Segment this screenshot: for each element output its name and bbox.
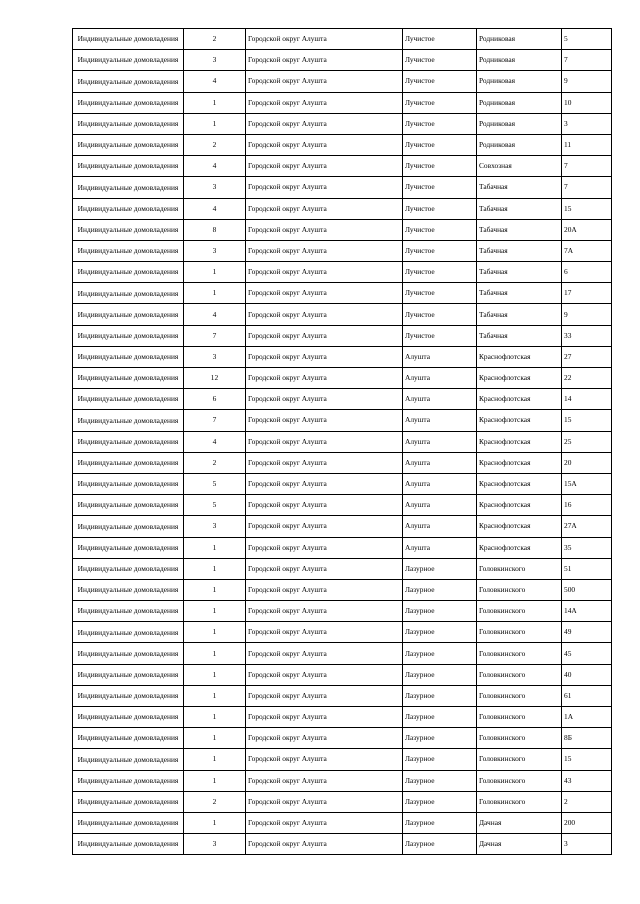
- cell-building-type: Индивидуальные домовладения: [73, 834, 184, 855]
- cell-count: 1: [184, 92, 246, 113]
- cell-settlement: Алушта: [403, 346, 477, 367]
- cell-district: Городской округ Алушта: [246, 50, 403, 71]
- cell-count: 4: [184, 431, 246, 452]
- cell-count: 3: [184, 240, 246, 261]
- cell-count: 12: [184, 368, 246, 389]
- cell-count: 2: [184, 29, 246, 50]
- cell-district: Городской округ Алушта: [246, 92, 403, 113]
- cell-count: 4: [184, 304, 246, 325]
- cell-settlement: Алушта: [403, 389, 477, 410]
- cell-house-number: 2: [562, 791, 612, 812]
- cell-district: Городской округ Алушта: [246, 473, 403, 494]
- cell-settlement: Алушта: [403, 452, 477, 473]
- table-row: [73, 579, 612, 600]
- cell-district: Городской округ Алушта: [246, 664, 403, 685]
- cell-building-type: Индивидуальные домовладения: [73, 812, 184, 833]
- cell-street: Родниковая: [477, 113, 562, 134]
- cell-house-number: 45: [562, 643, 612, 664]
- cell-house-number: 20А: [562, 219, 612, 240]
- cell-building-type: Индивидуальные домовладения: [73, 749, 184, 770]
- cell-street: Родниковая: [477, 29, 562, 50]
- cell-count: 2: [184, 134, 246, 155]
- cell-building-type: Индивидуальные домовладения: [73, 304, 184, 325]
- table-row: [73, 92, 612, 113]
- cell-building-type: Индивидуальные домовладения: [73, 113, 184, 134]
- cell-house-number: 33: [562, 325, 612, 346]
- cell-settlement: Лучистое: [403, 29, 477, 50]
- cell-count: 1: [184, 601, 246, 622]
- cell-house-number: 7А: [562, 240, 612, 261]
- table-row: [73, 664, 612, 685]
- table-row: [73, 770, 612, 791]
- table-row: [73, 368, 612, 389]
- cell-building-type: Индивидуальные домовладения: [73, 262, 184, 283]
- cell-street: Табачная: [477, 283, 562, 304]
- cell-building-type: Индивидуальные домовладения: [73, 198, 184, 219]
- cell-settlement: Алушта: [403, 368, 477, 389]
- cell-count: 1: [184, 707, 246, 728]
- cell-count: 6: [184, 389, 246, 410]
- cell-building-type: Индивидуальные домовладения: [73, 537, 184, 558]
- cell-settlement: Лучистое: [403, 50, 477, 71]
- cell-street: Краснофлотская: [477, 537, 562, 558]
- cell-house-number: 3: [562, 834, 612, 855]
- cell-settlement: Лучистое: [403, 304, 477, 325]
- cell-house-number: 16: [562, 495, 612, 516]
- cell-street: Головкинского: [477, 685, 562, 706]
- cell-settlement: Лучистое: [403, 156, 477, 177]
- cell-settlement: Лазурное: [403, 749, 477, 770]
- cell-building-type: Индивидуальные домовладения: [73, 431, 184, 452]
- cell-house-number: 9: [562, 71, 612, 92]
- table-row: [73, 325, 612, 346]
- cell-district: Городской округ Алушта: [246, 71, 403, 92]
- cell-district: Городской округ Алушта: [246, 134, 403, 155]
- cell-district: Городской округ Алушта: [246, 749, 403, 770]
- table-row: [73, 304, 612, 325]
- cell-settlement: Лучистое: [403, 325, 477, 346]
- cell-house-number: 8Б: [562, 728, 612, 749]
- cell-house-number: 15: [562, 410, 612, 431]
- cell-house-number: 6: [562, 262, 612, 283]
- table-row: [73, 812, 612, 833]
- cell-street: Табачная: [477, 240, 562, 261]
- table-row: [73, 198, 612, 219]
- cell-settlement: Лучистое: [403, 177, 477, 198]
- cell-count: 1: [184, 770, 246, 791]
- table-row: [73, 346, 612, 367]
- cell-street: Краснофлотская: [477, 389, 562, 410]
- cell-count: 7: [184, 325, 246, 346]
- cell-house-number: 20: [562, 452, 612, 473]
- cell-district: Городской округ Алушта: [246, 537, 403, 558]
- table-row: [73, 50, 612, 71]
- cell-building-type: Индивидуальные домовладения: [73, 728, 184, 749]
- cell-building-type: Индивидуальные домовладения: [73, 389, 184, 410]
- cell-street: Головкинского: [477, 558, 562, 579]
- cell-settlement: Лазурное: [403, 791, 477, 812]
- cell-settlement: Лазурное: [403, 601, 477, 622]
- housing-table: [72, 28, 612, 855]
- cell-settlement: Лучистое: [403, 92, 477, 113]
- cell-building-type: Индивидуальные домовладения: [73, 473, 184, 494]
- table-row: [73, 431, 612, 452]
- cell-house-number: 35: [562, 537, 612, 558]
- cell-settlement: Лазурное: [403, 622, 477, 643]
- cell-street: Краснофлотская: [477, 346, 562, 367]
- table-row: [73, 452, 612, 473]
- cell-street: Краснофлотская: [477, 410, 562, 431]
- cell-house-number: 9: [562, 304, 612, 325]
- cell-district: Городской округ Алушта: [246, 262, 403, 283]
- cell-district: Городской округ Алушта: [246, 410, 403, 431]
- cell-settlement: Лазурное: [403, 643, 477, 664]
- cell-street: Краснофлотская: [477, 516, 562, 537]
- cell-settlement: Лучистое: [403, 71, 477, 92]
- cell-count: 4: [184, 71, 246, 92]
- table-row: [73, 601, 612, 622]
- cell-settlement: Алушта: [403, 537, 477, 558]
- cell-district: Городской округ Алушта: [246, 728, 403, 749]
- cell-district: Городской округ Алушта: [246, 516, 403, 537]
- cell-building-type: Индивидуальные домовладения: [73, 558, 184, 579]
- cell-house-number: 51: [562, 558, 612, 579]
- cell-building-type: Индивидуальные домовладения: [73, 707, 184, 728]
- cell-count: 1: [184, 537, 246, 558]
- cell-count: 5: [184, 495, 246, 516]
- cell-count: 1: [184, 685, 246, 706]
- cell-count: 7: [184, 410, 246, 431]
- cell-house-number: 10: [562, 92, 612, 113]
- cell-count: 1: [184, 113, 246, 134]
- cell-building-type: Индивидуальные домовладения: [73, 71, 184, 92]
- table-row: [73, 749, 612, 770]
- cell-building-type: Индивидуальные домовладения: [73, 410, 184, 431]
- cell-street: Краснофлотская: [477, 368, 562, 389]
- cell-count: 3: [184, 177, 246, 198]
- cell-house-number: 27: [562, 346, 612, 367]
- cell-house-number: 14: [562, 389, 612, 410]
- table-row: [73, 707, 612, 728]
- cell-district: Городской округ Алушта: [246, 240, 403, 261]
- cell-district: Городской округ Алушта: [246, 113, 403, 134]
- cell-settlement: Лазурное: [403, 812, 477, 833]
- cell-settlement: Лазурное: [403, 834, 477, 855]
- cell-building-type: Индивидуальные домовладения: [73, 177, 184, 198]
- cell-house-number: 15: [562, 198, 612, 219]
- table-row: [73, 622, 612, 643]
- cell-settlement: Алушта: [403, 516, 477, 537]
- cell-house-number: 40: [562, 664, 612, 685]
- cell-house-number: 3: [562, 113, 612, 134]
- cell-street: Табачная: [477, 304, 562, 325]
- cell-district: Городской округ Алушта: [246, 325, 403, 346]
- cell-count: 1: [184, 262, 246, 283]
- cell-street: Головкинского: [477, 579, 562, 600]
- cell-district: Городской округ Алушта: [246, 834, 403, 855]
- cell-district: Городской округ Алушта: [246, 283, 403, 304]
- cell-house-number: 5: [562, 29, 612, 50]
- cell-street: Родниковая: [477, 134, 562, 155]
- cell-district: Городской округ Алушта: [246, 368, 403, 389]
- cell-building-type: Индивидуальные домовладения: [73, 622, 184, 643]
- cell-building-type: Индивидуальные домовладения: [73, 134, 184, 155]
- cell-settlement: Лазурное: [403, 770, 477, 791]
- cell-district: Городской округ Алушта: [246, 198, 403, 219]
- cell-street: Совхозная: [477, 156, 562, 177]
- cell-count: 4: [184, 198, 246, 219]
- table-row: [73, 262, 612, 283]
- cell-street: Краснофлотская: [477, 431, 562, 452]
- cell-count: 1: [184, 812, 246, 833]
- table-row: [73, 134, 612, 155]
- cell-count: 4: [184, 156, 246, 177]
- cell-street: Родниковая: [477, 71, 562, 92]
- table-row: [73, 71, 612, 92]
- cell-count: 2: [184, 452, 246, 473]
- table-row: [73, 791, 612, 812]
- cell-house-number: 27А: [562, 516, 612, 537]
- cell-building-type: Индивидуальные домовладения: [73, 791, 184, 812]
- cell-settlement: Лазурное: [403, 707, 477, 728]
- table-row: [73, 29, 612, 50]
- cell-street: Дачная: [477, 812, 562, 833]
- cell-settlement: Лазурное: [403, 728, 477, 749]
- cell-district: Городской округ Алушта: [246, 346, 403, 367]
- cell-street: Головкинского: [477, 664, 562, 685]
- table-row: [73, 643, 612, 664]
- cell-house-number: 25: [562, 431, 612, 452]
- cell-building-type: Индивидуальные домовладения: [73, 579, 184, 600]
- table-body: [73, 29, 612, 855]
- cell-building-type: Индивидуальные домовладения: [73, 368, 184, 389]
- cell-district: Городской округ Алушта: [246, 452, 403, 473]
- cell-street: Головкинского: [477, 749, 562, 770]
- cell-settlement: Лучистое: [403, 113, 477, 134]
- cell-house-number: 500: [562, 579, 612, 600]
- cell-house-number: 22: [562, 368, 612, 389]
- cell-count: 2: [184, 791, 246, 812]
- cell-building-type: Индивидуальные домовладения: [73, 516, 184, 537]
- cell-street: Табачная: [477, 219, 562, 240]
- cell-settlement: Лучистое: [403, 134, 477, 155]
- table-row: [73, 558, 612, 579]
- cell-district: Городской округ Алушта: [246, 643, 403, 664]
- cell-count: 1: [184, 283, 246, 304]
- table-row: [73, 240, 612, 261]
- cell-count: 1: [184, 749, 246, 770]
- cell-street: Головкинского: [477, 707, 562, 728]
- cell-building-type: Индивидуальные домовладения: [73, 643, 184, 664]
- cell-house-number: 7: [562, 156, 612, 177]
- cell-house-number: 49: [562, 622, 612, 643]
- table-row: [73, 389, 612, 410]
- cell-district: Городской округ Алушта: [246, 177, 403, 198]
- cell-building-type: Индивидуальные домовладения: [73, 50, 184, 71]
- cell-building-type: Индивидуальные домовладения: [73, 219, 184, 240]
- cell-count: 1: [184, 728, 246, 749]
- cell-street: Краснофлотская: [477, 473, 562, 494]
- cell-street: Табачная: [477, 325, 562, 346]
- cell-district: Городской округ Алушта: [246, 558, 403, 579]
- cell-house-number: 17: [562, 283, 612, 304]
- cell-street: Табачная: [477, 262, 562, 283]
- table-row: [73, 495, 612, 516]
- cell-street: Краснофлотская: [477, 452, 562, 473]
- cell-count: 1: [184, 643, 246, 664]
- cell-settlement: Лазурное: [403, 664, 477, 685]
- cell-district: Городской округ Алушта: [246, 389, 403, 410]
- cell-district: Городской округ Алушта: [246, 812, 403, 833]
- table-row: [73, 410, 612, 431]
- cell-settlement: Лазурное: [403, 685, 477, 706]
- cell-district: Городской округ Алушта: [246, 304, 403, 325]
- cell-street: Головкинского: [477, 728, 562, 749]
- cell-street: Головкинского: [477, 643, 562, 664]
- cell-building-type: Индивидуальные домовладения: [73, 495, 184, 516]
- table-row: [73, 728, 612, 749]
- cell-house-number: 11: [562, 134, 612, 155]
- cell-street: Головкинского: [477, 622, 562, 643]
- cell-street: Дачная: [477, 834, 562, 855]
- cell-street: Головкинского: [477, 601, 562, 622]
- cell-count: 1: [184, 558, 246, 579]
- cell-settlement: Лучистое: [403, 240, 477, 261]
- cell-count: 3: [184, 50, 246, 71]
- cell-street: Табачная: [477, 177, 562, 198]
- cell-count: 1: [184, 664, 246, 685]
- cell-building-type: Индивидуальные домовладения: [73, 325, 184, 346]
- table-row: [73, 156, 612, 177]
- cell-district: Городской округ Алушта: [246, 707, 403, 728]
- cell-district: Городской округ Алушта: [246, 791, 403, 812]
- cell-house-number: 1А: [562, 707, 612, 728]
- cell-house-number: 7: [562, 177, 612, 198]
- cell-building-type: Индивидуальные домовладения: [73, 685, 184, 706]
- cell-building-type: Индивидуальные домовладения: [73, 664, 184, 685]
- cell-district: Городской округ Алушта: [246, 579, 403, 600]
- cell-district: Городской округ Алушта: [246, 29, 403, 50]
- cell-building-type: Индивидуальные домовладения: [73, 92, 184, 113]
- cell-settlement: Алушта: [403, 495, 477, 516]
- cell-district: Городской округ Алушта: [246, 770, 403, 791]
- cell-count: 8: [184, 219, 246, 240]
- cell-street: Головкинского: [477, 791, 562, 812]
- table-row: [73, 516, 612, 537]
- cell-district: Городской округ Алушта: [246, 685, 403, 706]
- table-row: [73, 834, 612, 855]
- cell-building-type: Индивидуальные домовладения: [73, 29, 184, 50]
- table-row: [73, 177, 612, 198]
- cell-settlement: Алушта: [403, 473, 477, 494]
- cell-settlement: Лучистое: [403, 283, 477, 304]
- cell-settlement: Лазурное: [403, 558, 477, 579]
- cell-street: Родниковая: [477, 92, 562, 113]
- cell-settlement: Алушта: [403, 410, 477, 431]
- cell-street: Родниковая: [477, 50, 562, 71]
- cell-settlement: Алушта: [403, 431, 477, 452]
- cell-building-type: Индивидуальные домовладения: [73, 156, 184, 177]
- table-row: [73, 219, 612, 240]
- cell-building-type: Индивидуальные домовладения: [73, 346, 184, 367]
- cell-district: Городской округ Алушта: [246, 431, 403, 452]
- cell-settlement: Лучистое: [403, 262, 477, 283]
- cell-count: 3: [184, 516, 246, 537]
- cell-street: Табачная: [477, 198, 562, 219]
- cell-house-number: 14А: [562, 601, 612, 622]
- cell-building-type: Индивидуальные домовладения: [73, 240, 184, 261]
- cell-building-type: Индивидуальные домовладения: [73, 452, 184, 473]
- cell-count: 5: [184, 473, 246, 494]
- cell-house-number: 15: [562, 749, 612, 770]
- cell-count: 3: [184, 346, 246, 367]
- cell-count: 1: [184, 579, 246, 600]
- cell-building-type: Индивидуальные домовладения: [73, 283, 184, 304]
- cell-house-number: 15А: [562, 473, 612, 494]
- cell-district: Городской округ Алушта: [246, 601, 403, 622]
- cell-settlement: Лазурное: [403, 579, 477, 600]
- cell-street: Краснофлотская: [477, 495, 562, 516]
- table-row: [73, 473, 612, 494]
- cell-house-number: 200: [562, 812, 612, 833]
- cell-building-type: Индивидуальные домовладения: [73, 770, 184, 791]
- table-row: [73, 283, 612, 304]
- cell-settlement: Лучистое: [403, 219, 477, 240]
- cell-count: 1: [184, 622, 246, 643]
- cell-district: Городской округ Алушта: [246, 219, 403, 240]
- table-row: [73, 685, 612, 706]
- cell-building-type: Индивидуальные домовладения: [73, 601, 184, 622]
- cell-house-number: 43: [562, 770, 612, 791]
- cell-house-number: 7: [562, 50, 612, 71]
- cell-district: Городской округ Алушта: [246, 495, 403, 516]
- cell-street: Головкинского: [477, 770, 562, 791]
- cell-settlement: Лучистое: [403, 198, 477, 219]
- cell-house-number: 61: [562, 685, 612, 706]
- cell-district: Городской округ Алушта: [246, 622, 403, 643]
- cell-count: 3: [184, 834, 246, 855]
- table-row: [73, 113, 612, 134]
- cell-district: Городской округ Алушта: [246, 156, 403, 177]
- table-row: [73, 537, 612, 558]
